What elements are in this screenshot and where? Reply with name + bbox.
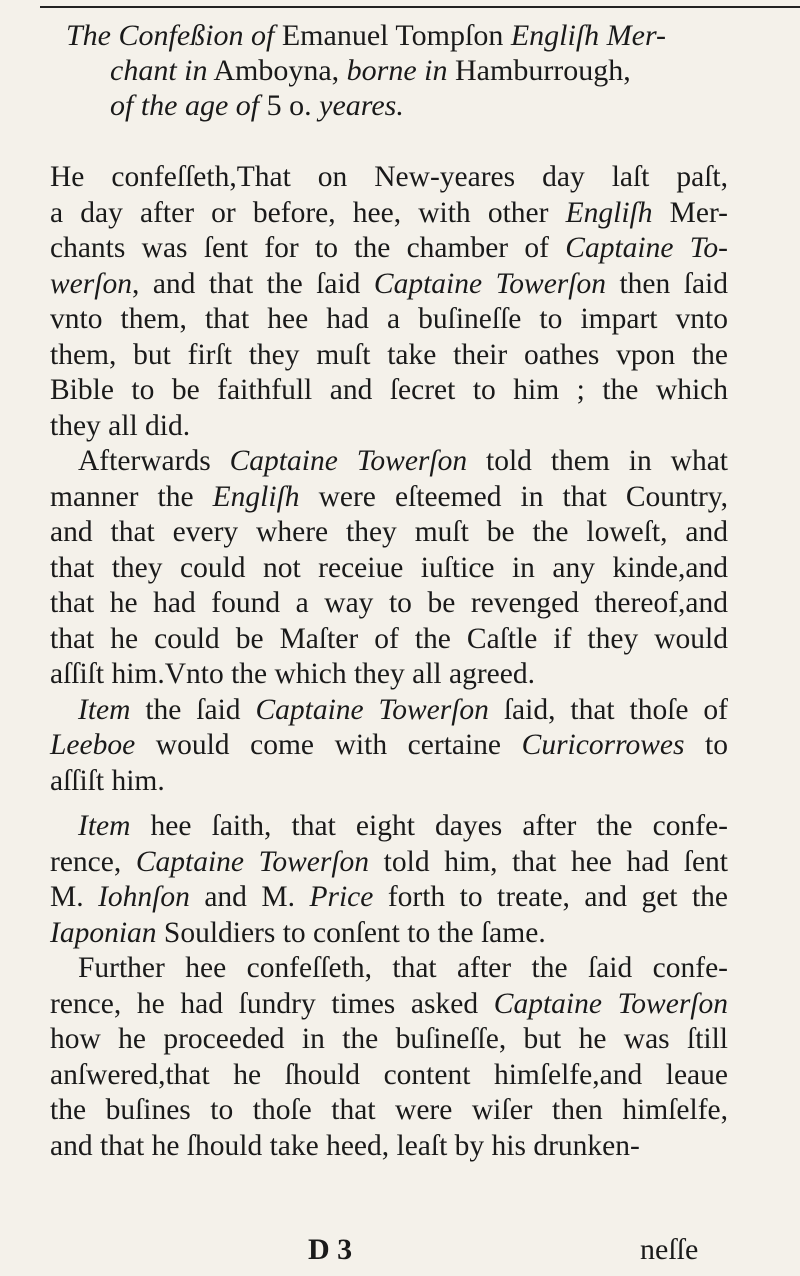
text-segment: that he had found a way to be revenged thereof,and xyxy=(50,587,728,619)
text-line xyxy=(50,1129,728,1165)
text-segment: would come with certaine xyxy=(135,729,522,761)
text-segment: forth to treate, and get the xyxy=(373,881,728,913)
text-segment: werſon xyxy=(50,267,132,300)
paragraph xyxy=(50,809,728,951)
text-line xyxy=(50,809,728,845)
text-line xyxy=(50,1058,728,1094)
text-segment: aſſiſt him.Vnto the which they all agreed. xyxy=(50,658,535,690)
paragraph xyxy=(50,951,728,1164)
heading-line-2: chant in Amboyna, borne in Hamburrough, xyxy=(110,54,631,87)
text-segment: Captaine Towerſon xyxy=(373,267,606,300)
text-segment: Item xyxy=(78,810,131,842)
text-line xyxy=(50,916,728,952)
text-segment: Mer- xyxy=(652,196,729,229)
text-segment: Engliſh xyxy=(565,196,653,229)
text-segment: then ſaid xyxy=(605,267,729,300)
text-segment: Captaine Towerſon xyxy=(135,845,370,878)
text-segment: Captaine To- xyxy=(565,232,729,264)
text-line xyxy=(50,880,728,916)
text-segment: Captaine Towerſon xyxy=(229,445,468,477)
text-line xyxy=(50,338,728,374)
text-line xyxy=(50,764,728,800)
text-segment: Further hee confeſſeth, that after the ſaid confe- xyxy=(78,952,728,984)
text-line xyxy=(50,267,728,303)
text-segment: the buſines to thoſe that were wiſer then himſelfe, xyxy=(50,1094,728,1126)
text-line xyxy=(50,480,728,516)
text-segment: Price xyxy=(309,881,374,913)
text-segment: how he proceeded in the buſineſſe, but he was ſtill xyxy=(50,1023,728,1055)
text-segment: they all did. xyxy=(50,409,191,442)
text-segment: Captaine Towerſon xyxy=(255,693,489,726)
text-line xyxy=(50,196,728,232)
text-segment: vnto them, that hee had a buſineſſe to impart vnto xyxy=(50,303,728,335)
page-footer xyxy=(0,1230,800,1270)
text-segment: them, but firſt they muſt take their oathes vpon the xyxy=(50,338,728,371)
text-segment: Engliſh xyxy=(212,480,300,513)
text-segment: manner the xyxy=(50,480,213,513)
text-segment: Item xyxy=(78,693,131,726)
text-segment: Bible to be faithfull and ſecret to him ; the which xyxy=(50,374,728,406)
text-segment: Afterwards xyxy=(78,445,230,477)
text-line xyxy=(50,409,728,445)
body-text xyxy=(50,160,728,1164)
text-line xyxy=(50,1093,728,1129)
text-line xyxy=(50,160,728,196)
text-segment: a day after or before, hee, with other xyxy=(50,196,566,229)
paragraph-gap xyxy=(50,799,728,809)
text-line xyxy=(50,845,728,881)
text-segment: that he could be Maſter of the Caſtle if they would xyxy=(50,622,728,655)
text-line xyxy=(50,622,728,658)
text-line xyxy=(50,231,728,267)
text-segment: ſaid, that thoſe of xyxy=(488,693,729,726)
text-segment: that they could not receiue iuſtice in any kinde,and xyxy=(50,551,728,584)
heading-line-1: The Confeßion of Emanuel Tompſon Engliſh Mer- xyxy=(66,19,667,52)
paragraph xyxy=(50,444,728,693)
text-segment: Captaine Towerſon xyxy=(493,987,729,1020)
text-segment: anſwered,that he ſhould content himſelfe,and leaue xyxy=(50,1058,728,1091)
text-segment: and M. xyxy=(189,881,310,913)
text-segment: chants was ſent for to the chamber of xyxy=(50,232,566,264)
text-segment: and that every where they muſt be the loweſt, and xyxy=(50,516,728,548)
text-segment: Iaponian xyxy=(50,916,157,949)
paragraph xyxy=(50,160,728,444)
paragraph xyxy=(50,693,728,800)
signature-mark: D 3 xyxy=(308,1233,353,1266)
heading xyxy=(66,18,726,123)
text-segment: rence, xyxy=(50,845,136,878)
top-rule xyxy=(40,6,800,8)
text-segment: told him, that hee had ſent xyxy=(369,845,728,878)
text-segment: Souldiers to conſent to the ſame. xyxy=(156,916,546,949)
text-segment: M. xyxy=(50,881,99,913)
text-segment: Iohnſon xyxy=(98,881,190,913)
heading-line-3: of the age of 5 o. yeares. xyxy=(110,89,404,122)
catchword: neſſe xyxy=(640,1233,699,1266)
text-segment: and that he ſhould take heed, leaſt by his drunken- xyxy=(50,1129,640,1162)
text-segment: rence, he had ſundry times asked xyxy=(50,987,494,1020)
text-segment: He confeſſeth,That on New-yeares day laſt paſt, xyxy=(50,161,728,193)
text-line xyxy=(50,444,728,480)
text-line xyxy=(50,693,728,729)
text-line xyxy=(50,515,728,551)
text-line xyxy=(50,951,728,987)
text-segment: the ſaid xyxy=(130,693,256,726)
text-line xyxy=(50,373,728,409)
text-line xyxy=(50,728,728,764)
text-segment: aſſiſt him. xyxy=(50,764,165,797)
text-segment: were eſteemed in that Country, xyxy=(299,480,728,513)
text-segment: to xyxy=(684,729,729,761)
text-line xyxy=(50,302,728,338)
text-segment: Leeboe xyxy=(50,729,136,761)
text-line xyxy=(50,657,728,693)
text-segment: hee ſaith, that eight dayes after the confe- xyxy=(130,810,728,842)
text-segment: told them in what xyxy=(467,445,728,477)
text-line xyxy=(50,987,728,1023)
text-line xyxy=(50,586,728,622)
text-line xyxy=(50,1022,728,1058)
text-segment: Curicorrowes xyxy=(521,729,685,761)
text-line xyxy=(50,551,728,587)
text-segment: , and that the ſaid xyxy=(131,267,374,300)
